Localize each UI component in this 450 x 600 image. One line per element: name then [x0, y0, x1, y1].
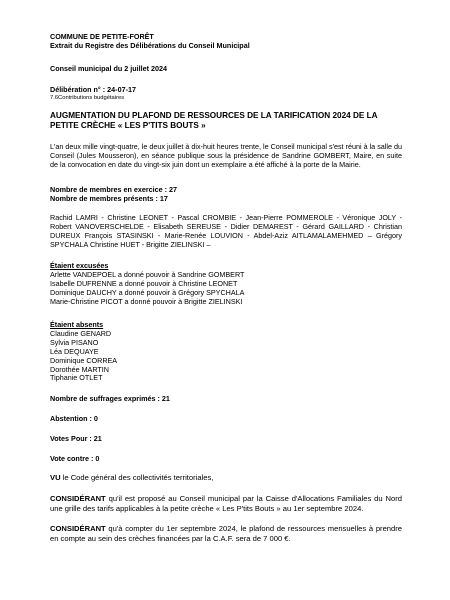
intro-paragraph: L'an deux mille vingt-quatre, le deux juillet à dix-huit heures trente, le Conseil municipal s'est réuni à la salle du Conseil (Jules Mousseron), en séance publique sous la présidence de Sandrine GOMBERT, Maire, en suite de la convocation en date du vingt-six juin dont un exemplaire a été affiché à la porte de la Mairie. [50, 142, 402, 169]
commune-name: COMMUNE DE PETITE-FORÊT [50, 32, 154, 41]
excused-item: Marie-Christine PICOT a donné pouvoir à Brigitte ZIELINSKI [50, 296, 243, 306]
header-block [50, 33, 402, 51]
absent-block [50, 321, 402, 383]
considerant-paragraph-2 [50, 524, 402, 543]
considerant-text: qu'il est proposé au Conseil municipal par la Caisse d'Allocations Familiales du Nord une grille des tarifs applicables à la petite crèche « Les P'tits Bouts » au 1er septembre 2024. [50, 494, 402, 513]
absent-item: Léa DEQUAYE [50, 346, 99, 356]
vu-text: le Code général des collectivités territoriales, [60, 473, 214, 482]
absent-item: Claudine GENARD [50, 328, 112, 338]
considerant-text: qu'à compter du 1er septembre 2024, le plafond de ressources mensuelles à prendre en compte au sein des crèches financées par la C.A.F. sera de 7 000 €. [50, 524, 402, 543]
absent-item: Tiphanie OTLET [50, 373, 103, 383]
votes-abstention: Abstention : 0 [50, 414, 98, 423]
absent-item: Sylvia PISANO [50, 337, 99, 347]
members-block [50, 186, 402, 204]
votes-for: Votes Pour : 21 [50, 434, 102, 443]
excused-item: Arlette VANDEPOEL a donné pouvoir à Sandrine GOMBERT [50, 269, 245, 279]
excused-block [50, 262, 402, 307]
absent-item: Dominique CORREA [50, 355, 118, 365]
considerant-lead: CONSIDÉRANT [50, 494, 106, 503]
excused-item: Isabelle DUFRENNE a donné pouvoir à Christine LEONET [50, 278, 238, 288]
vu-lead: VU [50, 473, 61, 482]
absent-heading: Étaient absents [50, 320, 104, 329]
considerant-lead: CONSIDÉRANT [50, 524, 106, 533]
absent-item: Dorothée MARTIN [50, 364, 109, 374]
council-date: Conseil municipal du 2 juillet 2024 [50, 64, 168, 73]
votes-against: Vote contre : 0 [50, 454, 100, 463]
vu-paragraph [50, 473, 402, 483]
present-members-list: Rachid LAMRI - Christine LEONET - Pascal CROMBIE - Jean-Pierre POMMEROLE - Véronique JOLY - Robert VANOVERSCHELDE - Elisabeth SEREUSE - Didier DEMAREST - Gérard GAILLARD - Christian DUREUX François STASINSKI - Marie-Renée LOUVION - Abdel-Aziz AITLAMALAMEHMED – Grégory SPYCHALA Christine HUET - Brigitte ZIELINSKI – [50, 213, 402, 249]
excused-item: Dominique DAUCHY a donné pouvoir à Grégory SPYCHALA [50, 287, 245, 297]
deliberation-block [50, 86, 402, 102]
considerant-paragraph-1 [50, 494, 402, 513]
excused-heading: Étaient excusées [50, 261, 109, 270]
members-in-office: Nombre de membres en exercice : 27 [50, 185, 178, 194]
members-present: Nombre de membres présents : 17 [50, 193, 168, 203]
deliberation-category: 7.6Contributions budgétaires [50, 94, 125, 101]
deliberation-subject: AUGMENTATION DU PLAFOND DE RESSOURCES DE LA TARIFICATION 2024 DE LA PETITE CRÈCHE « LES P'TITS BOUTS » [50, 111, 378, 130]
register-extract: Extrait du Registre des Délibérations du Conseil Municipal [50, 40, 250, 50]
deliberation-number: Délibération n° : 24-07-17 [50, 85, 136, 94]
votes-expressed: Nombre de suffrages exprimés : 21 [50, 394, 170, 403]
